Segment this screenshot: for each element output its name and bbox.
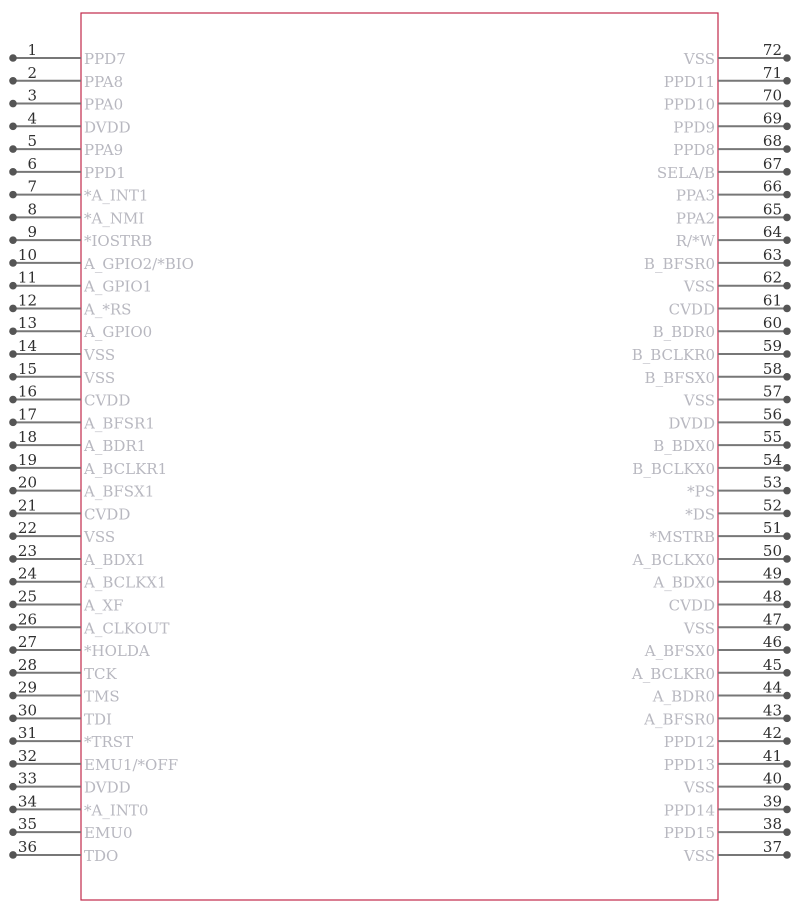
pin-name: VSS	[84, 346, 116, 365]
pin-name: CVDD	[84, 391, 131, 410]
pin-name: A_BDX1	[84, 550, 146, 569]
pin-number: 51	[762, 519, 782, 538]
pin-end-dot	[783, 715, 791, 723]
pin-number: 9	[27, 223, 37, 242]
pin-end-dot	[783, 806, 791, 814]
pin-name: A_BCLKR1	[84, 459, 168, 478]
pin-number: 49	[762, 564, 782, 583]
pin-name: TMS	[84, 687, 120, 706]
pin-name: A_BFSX0	[644, 642, 715, 661]
pin-name: B_BFSX0	[644, 368, 715, 387]
pin-name: EMU1/*OFF	[84, 755, 179, 774]
pin-number: 19	[17, 450, 37, 469]
pin-end-dot	[783, 327, 791, 335]
pin-number: 37	[762, 837, 782, 856]
pin-end-dot	[783, 305, 791, 313]
pin-end-dot	[9, 532, 17, 540]
pin-number: 20	[17, 473, 37, 492]
pin-number: 47	[762, 610, 782, 629]
pin-name: *PS	[687, 482, 715, 501]
pin-number: 43	[762, 701, 782, 720]
pin-name: PPD14	[663, 801, 715, 820]
pin-name: *HOLDA	[84, 642, 150, 661]
pin-end-dot	[9, 578, 17, 586]
pin-number: 11	[17, 268, 37, 287]
pin-end-dot	[783, 100, 791, 108]
pin-name: B_BDX0	[653, 437, 715, 456]
pin-name: B_BCLKR0	[631, 346, 715, 365]
pin-end-dot	[783, 487, 791, 495]
pin-name: A_BFSX1	[84, 482, 155, 501]
pin-number: 57	[762, 382, 782, 401]
pin-end-dot	[9, 259, 17, 267]
pin-name: CVDD	[84, 505, 131, 524]
pin-end-dot	[9, 236, 17, 244]
pin-number: 45	[762, 655, 782, 674]
pin-number: 30	[17, 701, 37, 720]
pin-name: VSS	[683, 846, 715, 865]
pin-name: PPD8	[673, 141, 715, 160]
pin-end-dot	[9, 191, 17, 199]
pin-name: CVDD	[668, 300, 715, 319]
pin-number: 38	[762, 815, 782, 834]
pin-name: *IOSTRB	[84, 232, 153, 251]
pin-name: VSS	[683, 778, 715, 797]
pin-end-dot	[9, 646, 17, 654]
pin-number: 24	[17, 564, 37, 583]
pin-name: *A_NMI	[84, 209, 145, 228]
pin-name: A_*RS	[84, 300, 132, 319]
pin-number: 67	[762, 154, 782, 173]
pin-end-dot	[9, 851, 17, 859]
pin-name: A_BCLKR0	[631, 664, 715, 683]
pin-name: A_CLKOUT	[84, 619, 170, 638]
pin-name: DVDD	[668, 414, 715, 433]
pin-number: 17	[17, 405, 37, 424]
pin-name: TDO	[84, 846, 119, 865]
pin-name: PPD7	[84, 50, 126, 68]
pin-end-dot	[9, 715, 17, 723]
pin-number: 33	[17, 769, 37, 788]
pin-number: 36	[17, 837, 37, 856]
pin-number: 3	[27, 86, 37, 105]
pin-name: *A_INT1	[84, 186, 149, 205]
pin-end-dot	[9, 737, 17, 745]
pin-number: 10	[17, 245, 37, 264]
pin-name: A_BDX0	[653, 573, 715, 592]
pin-name: A_BFSR0	[644, 710, 715, 729]
pin-end-dot	[783, 692, 791, 700]
pin-number: 8	[27, 200, 37, 219]
pin-end-dot	[783, 669, 791, 677]
pin-name: A_XF	[84, 596, 124, 615]
pin-number: 53	[762, 473, 782, 492]
pin-end-dot	[783, 282, 791, 290]
pin-number: 15	[17, 359, 37, 378]
pin-end-dot	[783, 601, 791, 609]
pin-name: *MSTRB	[649, 528, 715, 547]
pin-number: 5	[27, 132, 37, 151]
pin-name: *TRST	[84, 733, 134, 752]
pin-name: PPA9	[84, 141, 124, 160]
pin-number: 27	[17, 633, 37, 652]
pin-end-dot	[9, 123, 17, 131]
pin-number: 42	[762, 724, 782, 743]
pin-number: 61	[762, 291, 782, 310]
pin-name: R/*W	[675, 232, 715, 251]
pin-end-dot	[783, 464, 791, 472]
pin-end-dot	[9, 441, 17, 449]
pin-name: B_BFSR0	[643, 254, 715, 273]
pin-number: 22	[17, 519, 37, 538]
pin-number: 7	[27, 177, 37, 196]
pin-end-dot	[9, 464, 17, 472]
pin-number: 59	[762, 337, 782, 356]
pin-end-dot	[9, 510, 17, 518]
pin-end-dot	[783, 783, 791, 791]
pin-number: 60	[762, 314, 782, 333]
pin-number: 6	[27, 154, 37, 173]
pin-name: A_BDR0	[652, 687, 715, 706]
pin-end-dot	[783, 532, 791, 540]
pin-end-dot	[783, 123, 791, 131]
pin-end-dot	[783, 419, 791, 427]
pin-name: B_BCLKX0	[632, 459, 715, 478]
pin-end-dot	[9, 828, 17, 836]
pin-end-dot	[9, 760, 17, 768]
pin-number: 44	[762, 678, 782, 697]
pin-number: 54	[762, 450, 782, 469]
pin-name: PPA0	[84, 95, 124, 114]
pin-end-dot	[9, 669, 17, 677]
pin-name: A_GPIO0	[84, 323, 153, 342]
pin-end-dot	[9, 100, 17, 108]
pin-number: 12	[17, 291, 37, 310]
pin-end-dot	[9, 168, 17, 176]
pin-name: VSS	[683, 391, 715, 410]
pin-number: 32	[17, 746, 37, 765]
pin-end-dot	[783, 828, 791, 836]
pin-name: VSS	[683, 619, 715, 638]
pin-end-dot	[783, 555, 791, 563]
pin-name: PPA8	[84, 72, 124, 91]
pin-number: 18	[17, 428, 37, 447]
pin-end-dot	[9, 396, 17, 404]
pin-number: 69	[762, 109, 782, 128]
pin-number: 58	[762, 359, 782, 378]
pin-end-dot	[783, 760, 791, 768]
pin-number: 62	[762, 268, 782, 287]
pin-number: 4	[27, 109, 37, 128]
pin-name: A_BFSR1	[84, 414, 155, 433]
pin-end-dot	[9, 601, 17, 609]
pin-number: 26	[17, 610, 37, 629]
pin-end-dot	[783, 441, 791, 449]
pin-name: PPD13	[663, 755, 715, 774]
pin-number: 29	[17, 678, 37, 697]
pin-end-dot	[783, 510, 791, 518]
pin-number: 21	[17, 496, 37, 515]
pin-name: *DS	[685, 505, 715, 524]
pin-end-dot	[9, 783, 17, 791]
pin-name: PPA2	[675, 209, 715, 228]
pin-number: 56	[762, 405, 782, 424]
pin-number: 40	[762, 769, 782, 788]
pin-end-dot	[783, 145, 791, 153]
pin-end-dot	[783, 168, 791, 176]
pin-number: 2	[27, 63, 37, 82]
pin-number: 28	[17, 655, 37, 674]
pin-number: 52	[762, 496, 782, 515]
pin-end-dot	[9, 623, 17, 631]
pin-end-dot	[9, 282, 17, 290]
pin-name: CVDD	[668, 596, 715, 615]
pin-number: 72	[762, 41, 782, 59]
pin-name: TCK	[84, 664, 117, 683]
pin-end-dot	[783, 191, 791, 199]
pin-number: 34	[17, 792, 37, 811]
pin-name: A_GPIO1	[84, 277, 153, 296]
pin-number: 1	[27, 41, 37, 59]
pin-end-dot	[9, 350, 17, 358]
pin-name: VSS	[84, 528, 116, 547]
pin-number: 50	[762, 541, 782, 560]
pin-end-dot	[783, 851, 791, 859]
pin-name: A_GPIO2/*BIO	[84, 254, 194, 273]
pin-number: 65	[762, 200, 782, 219]
pin-name: A_BDR1	[84, 437, 147, 456]
pin-name: DVDD	[84, 118, 131, 137]
pin-end-dot	[9, 373, 17, 381]
pin-end-dot	[9, 555, 17, 563]
pin-number: 64	[762, 223, 782, 242]
pin-number: 55	[762, 428, 782, 447]
pin-name: PPD10	[663, 95, 715, 114]
pin-name: PPD12	[663, 733, 715, 752]
pin-end-dot	[783, 259, 791, 267]
pin-name: DVDD	[84, 778, 131, 797]
pin-end-dot	[783, 623, 791, 631]
pin-name: *A_INT0	[84, 801, 149, 820]
pin-end-dot	[783, 373, 791, 381]
pin-number: 16	[17, 382, 37, 401]
pin-number: 13	[17, 314, 37, 333]
pin-name: A_BCLKX0	[632, 550, 715, 569]
pin-number: 39	[762, 792, 782, 811]
pin-end-dot	[9, 305, 17, 313]
pin-name: PPD1	[84, 163, 126, 182]
pin-end-dot	[783, 236, 791, 244]
pin-name: SELA/B	[656, 163, 715, 182]
pin-number: 41	[762, 746, 782, 765]
pin-end-dot	[9, 77, 17, 85]
pin-name: PPD9	[673, 118, 715, 137]
pin-end-dot	[783, 737, 791, 745]
pin-name: PPA3	[675, 186, 715, 205]
pin-number: 31	[17, 724, 37, 743]
pin-end-dot	[783, 396, 791, 404]
pin-number: 68	[762, 132, 782, 151]
pin-name: B_BDR0	[652, 323, 715, 342]
left-pin-group	[9, 41, 194, 865]
pin-end-dot	[9, 214, 17, 222]
pin-name: TDI	[84, 710, 112, 729]
pin-number: 46	[762, 633, 782, 652]
pin-end-dot	[783, 646, 791, 654]
pin-name: EMU0	[84, 824, 133, 843]
pin-number: 70	[762, 86, 782, 105]
pin-end-dot	[9, 419, 17, 427]
pin-number: 25	[17, 587, 37, 606]
pin-number: 35	[17, 815, 37, 834]
pin-end-dot	[783, 54, 791, 62]
pin-name: VSS	[683, 277, 715, 296]
right-pin-group	[631, 41, 791, 865]
pin-end-dot	[783, 214, 791, 222]
pin-number: 48	[762, 587, 782, 606]
pin-name: PPD11	[663, 72, 715, 91]
pin-number: 71	[762, 63, 782, 82]
pin-end-dot	[9, 806, 17, 814]
pin-name: VSS	[683, 50, 715, 68]
pin-name: PPD15	[663, 824, 715, 843]
pin-end-dot	[783, 77, 791, 85]
pin-end-dot	[9, 487, 17, 495]
pin-end-dot	[9, 145, 17, 153]
pin-number: 14	[17, 337, 37, 356]
pin-end-dot	[9, 692, 17, 700]
pin-end-dot	[783, 578, 791, 586]
pin-name: VSS	[84, 368, 116, 387]
pin-end-dot	[9, 327, 17, 335]
pin-name: A_BCLKX1	[84, 573, 167, 592]
pin-end-dot	[9, 54, 17, 62]
pin-number: 63	[762, 245, 782, 264]
pin-number: 23	[17, 541, 37, 560]
pin-number: 66	[762, 177, 782, 196]
pin-end-dot	[783, 350, 791, 358]
